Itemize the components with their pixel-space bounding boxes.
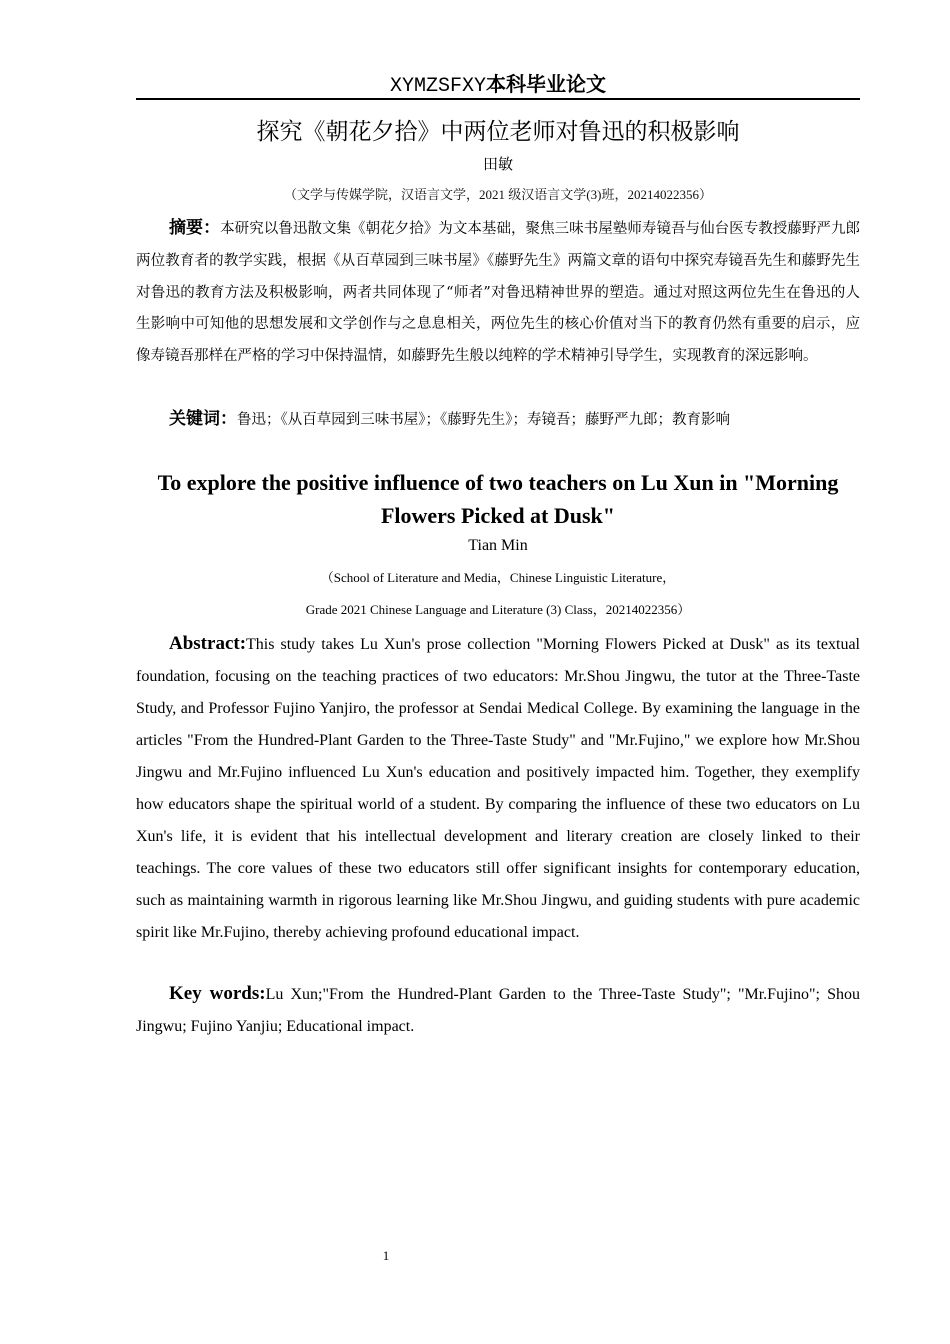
- english-keywords-label: Key words:: [169, 983, 266, 1004]
- chinese-abstract-label: 摘要：: [169, 218, 221, 238]
- chinese-keywords-label: 关键词：: [169, 409, 237, 429]
- chinese-affiliation: （文学与传媒学院，汉语言文学，2021 级汉语言文学(3)班，20214022356）: [284, 187, 712, 202]
- english-affiliation-line1: （School of Literature and Media，Chinese Linguistic Literature，: [320, 570, 676, 585]
- english-author: Tian Min: [468, 537, 528, 554]
- chinese-abstract: [136, 213, 860, 373]
- chinese-keywords: [136, 404, 860, 437]
- chinese-title: 探究《朝花夕拾》中两位老师对鲁迅的积极影响: [256, 119, 740, 145]
- page-number: 1: [382, 1248, 390, 1263]
- chinese-abstract-text: 本研究以鲁迅散文集《朝花夕拾》为文本基础，聚焦三味书屋塾师寿镜吾与仙台医专教授藤野严九郎两位教育者的教学实践，根据《从百草园到三味书屋》《藤野先生》两篇文章的语句中探究寿镜吾先生和藤野先生对鲁迅的教育方法及积极影响，两者共同体现了“师者”对鲁迅精神世界的塑造。通过对照这两位先生在鲁迅的人生影响中可知他的思想发展和文学创作与之息息相关，两位先生的核心价值对当下的教育仍然有重要的启示，应像寿镜吾那样在严格的学习中保持温情，如藤野先生般以纯粹的学术精神引导学生，实现教育的深远影响。: [136, 221, 861, 365]
- english-abstract-text: This study takes Lu Xun's prose collection "Morning Flowers Picked at Dusk" as its textual foundation, focusing on the teaching practices of two educators: Mr.Shou Jingwu, the tutor at the Three-Taste Study, and Professor Fujino Yanjiro, the professor at Sendai Medical College. By examining the language in the articles "From the Hundred-Plant Garden to the Three-Taste Study" and "Mr.Fujino," we explore how Mr.Shou Jingwu and Mr.Fujino influenced Lu Xun's education and positively impacted him. Together, they exemplify how educators shape the spiritual world of a student. By comparing the influence of these two educators on Lu Xun's life, it is evident that his intellectual development and literary creation are closely linked to their teachings. The core values of these two educators still offer significant insights for contemporary education, such as maintaining warmth in rigorous learning like Mr.Shou Jingwu, and guiding students with pure academic spirit like Mr.Fujino, thereby achieving profound educational impact.: [136, 636, 860, 941]
- english-keywords-text: Lu Xun;"From the Hundred-Plant Garden to the Three-Taste Study"; "Mr.Fujino"; Shou Jingwu; Fujino Yanjiu; Educational impact.: [136, 986, 860, 1035]
- english-affiliation-line2: Grade 2021 Chinese Language and Literature (3) Class，20214022356）: [305, 602, 691, 617]
- english-abstract-label: Abstract:: [169, 633, 247, 654]
- english-title: To explore the positive influence of two teachers on Lu Xun in "Morning Flowers Picked at Dusk": [157, 470, 839, 528]
- english-abstract: [136, 628, 860, 949]
- chinese-author: 田敏: [482, 155, 513, 173]
- running-header: [136, 70, 860, 100]
- header-latin: XYMZSFXY: [389, 75, 486, 98]
- header-chinese: 本科毕业论文: [486, 72, 606, 96]
- english-keywords: [136, 978, 860, 1043]
- chinese-keywords-text: 鲁迅；《从百草园到三味书屋》；《藤野先生》；寿镜吾；藤野严九郎；教育影响: [237, 412, 730, 428]
